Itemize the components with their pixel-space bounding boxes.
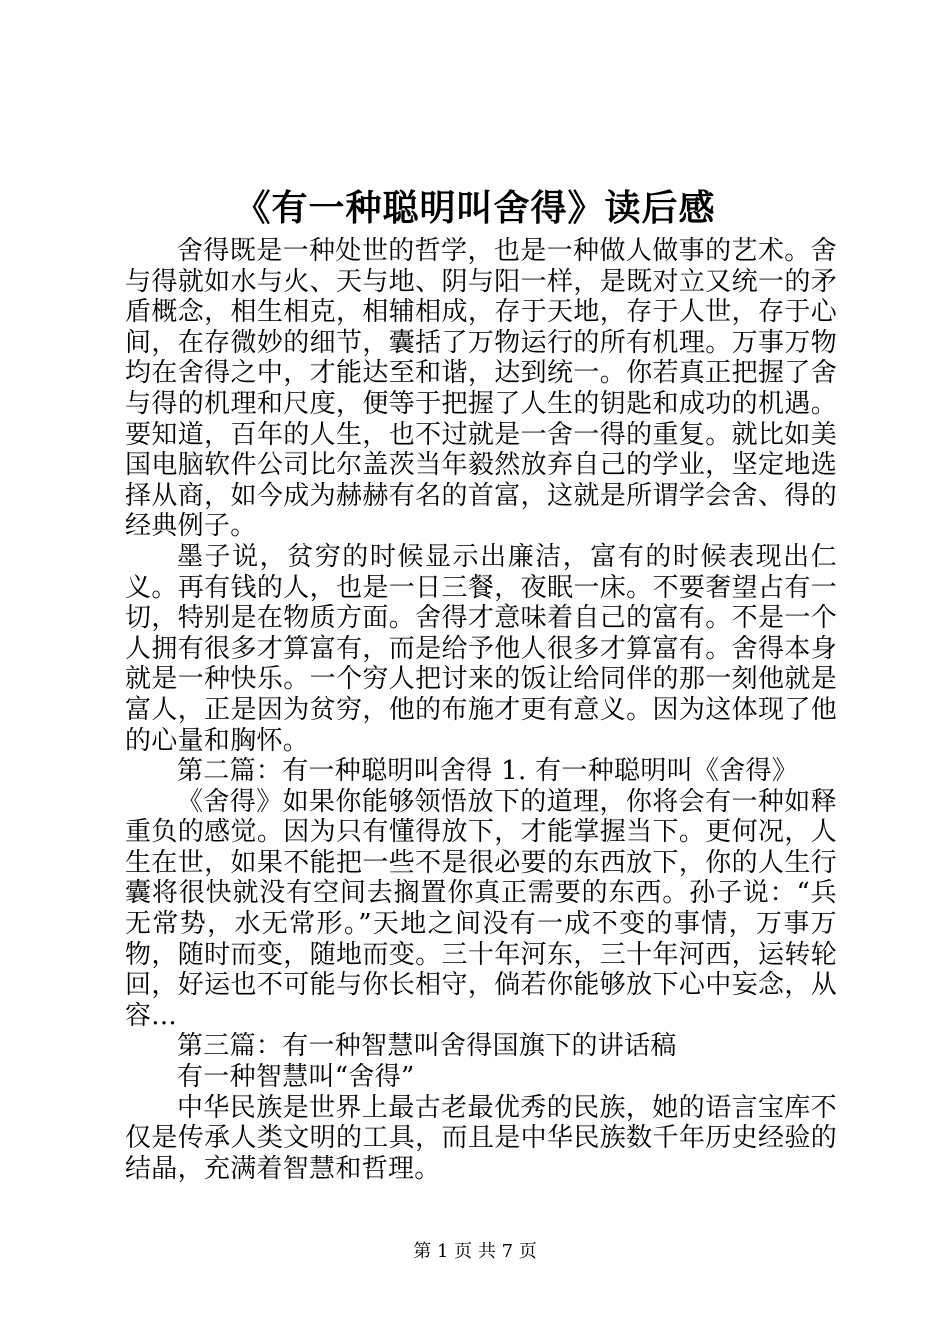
document-body bbox=[125, 236, 837, 1184]
paragraph-3: 《舍得》如果你能够领悟放下的道理，你将会有一种如释重负的感觉。因为只有懂得放下，才能掌握当下。更何况，人生在世，如果不能把一些不是很必要的东西放下，你的人生行囊将很快就没有空间去搁置你真正需要的东西。孙子说：“兵无常势，水无常形。”天地之间没有一成不变的事情，万事万物，随时而变，随地而变。三十年河东，三十年河西，运转轮回，好运也不可能与你长相守，倘若你能够放下心中妄念，从容... bbox=[125, 786, 837, 1031]
document-title: 《有一种聪明叫舍得》读后感 bbox=[234, 187, 716, 229]
paragraph-2: 墨子说，贫穷的时候显示出廉洁，富有的时候表现出仁义。再有钱的人，也是一日三餐，夜眠一床。不要奢望占有一切，特别是在物质方面。舍得才意味着自己的富有。不是一个人拥有很多才算富有，而是给予他人很多才算富有。舍得本身就是一种快乐。一个穷人把讨来的饭让给同伴的那一刻他就是富人，正是因为贫穷，他的布施才更有意义。因为这体现了他的心量和胸怀。 bbox=[125, 541, 837, 756]
paragraph-1: 舍得既是一种处世的哲学，也是一种做人做事的艺术。舍与得就如水与火、天与地、阴与阳一样，是既对立又统一的矛盾概念，相生相克，相辅相成，存于天地，存于人世，存于心间，在存微妙的细节，囊括了万物运行的所有机理。万事万物均在舍得之中，才能达至和谐，达到统一。你若真正把握了舍与得的机理和尺度，便等于把握了人生的钥匙和成功的机遇。要知道，百年的人生，也不过就是一舍一得的重复。就比如美国电脑软件公司比尔盖茨当年毅然放弃自己的学业，坚定地选择从商，如今成为赫赫有名的首富，这就是所谓学会舍、得的经典例子。 bbox=[125, 236, 837, 542]
paragraph-4: 中华民族是世界上最古老最优秀的民族，她的语言宝库不仅是传承人类文明的工具，而且是中华民族数千年历史经验的结晶，充满着智慧和哲理。 bbox=[125, 1092, 837, 1184]
page-footer: 第 1 页 共 7 页 bbox=[413, 1241, 537, 1262]
section-heading-3: 第三篇：有一种智慧叫舍得国旗下的讲话稿 bbox=[177, 1031, 677, 1062]
subheading: 有一种智慧叫“舍得” bbox=[177, 1062, 415, 1093]
section-heading-2: 第二篇：有一种聪明叫舍得 1. 有一种聪明叫《舍得》 bbox=[177, 756, 799, 787]
